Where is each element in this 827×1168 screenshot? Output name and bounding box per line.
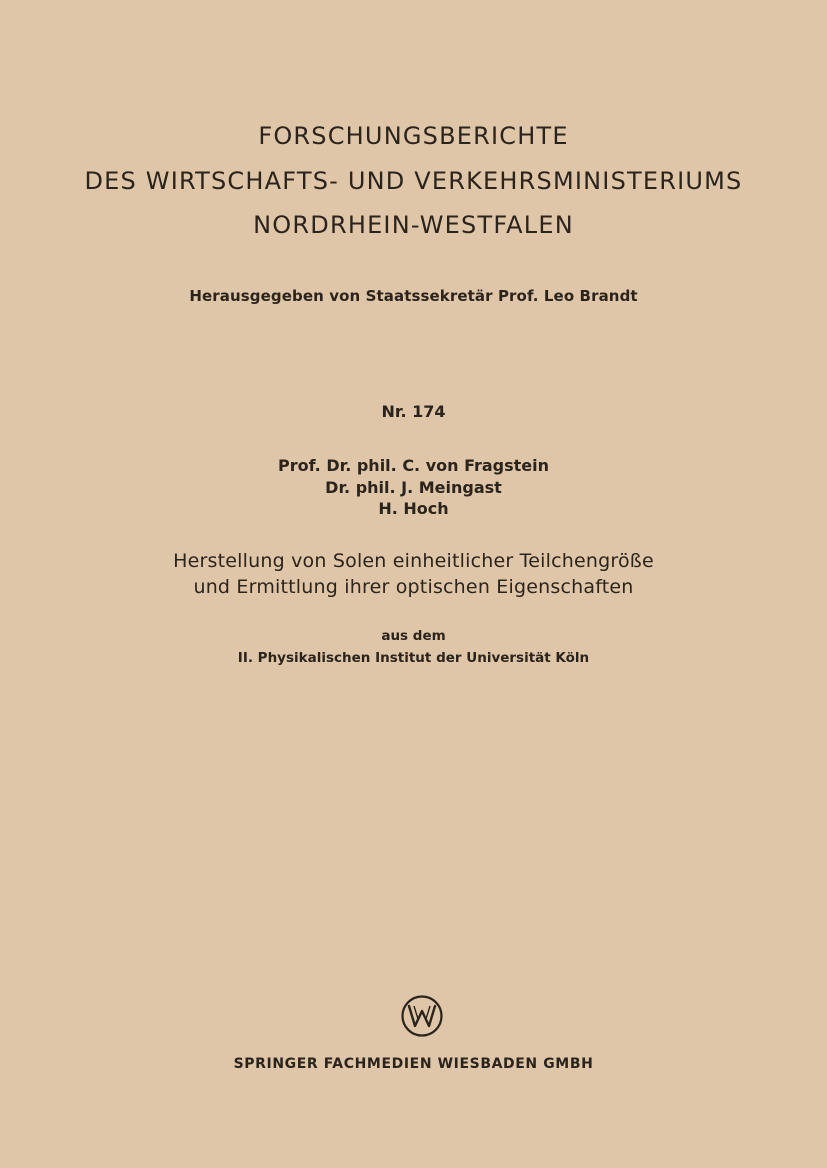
author-3: H. Hoch <box>378 499 449 518</box>
report-number: Nr. 174 <box>381 402 446 421</box>
series-title-line-3: NORDRHEIN-WESTFALEN <box>253 211 574 239</box>
institution-name: II. Physikalischen Institut der Universität Köln <box>237 650 590 666</box>
author-1: Prof. Dr. phil. C. von Fragstein <box>277 456 550 475</box>
editor-line: Herausgegeben von Staatssekretär Prof. Leo Brandt <box>189 287 638 305</box>
book-title-line-1: Herstellung von Solen einheitlicher Teilchengröße <box>173 550 654 572</box>
publisher-name: SPRINGER FACHMEDIEN WIESBADEN GMBH <box>233 1056 594 1072</box>
series-title-line-2: DES WIRTSCHAFTS- UND VERKEHRSMINISTERIUMS <box>84 167 743 195</box>
book-title-line-2: und Ermittlung ihrer optischen Eigenschaften <box>193 576 634 598</box>
publisher-logo-icon <box>400 994 444 1038</box>
institution-intro: aus dem <box>381 628 446 644</box>
author-2: Dr. phil. J. Meingast <box>325 478 502 497</box>
series-title-line-1: FORSCHUNGSBERICHTE <box>258 122 569 150</box>
